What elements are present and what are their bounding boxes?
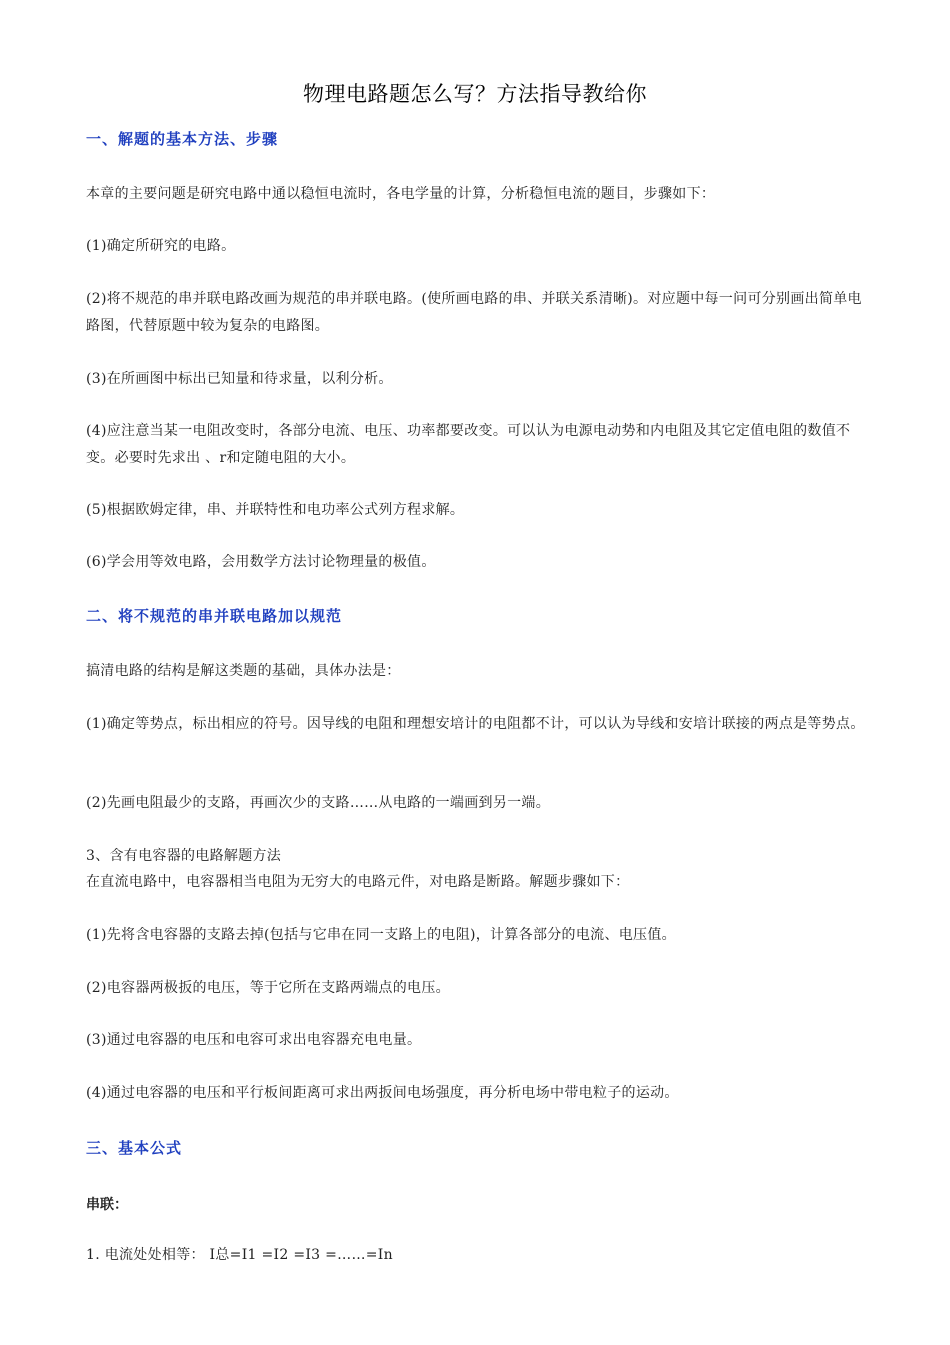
- paragraph: 3、含有电容器的电路解题方法: [86, 848, 282, 864]
- page-title: 物理电路题怎么写？方法指导教给你: [303, 82, 647, 106]
- paragraph: 在直流电路中，电容器相当电阻为无穷大的电路元件，对电路是断路。解题步骤如下：: [86, 874, 630, 890]
- paragraph: (3)通过电容器的电压和电容可求出电容器充电电量。: [86, 1032, 422, 1048]
- paragraph: (1)确定等势点，标出相应的符号。因导线的电阻和理想安培计的电阻都不计，可以认为导线和安培计联接的两点是等势点。: [86, 716, 865, 732]
- paragraph: (5)根据欧姆定律，串、并联特性和电功率公式列方程求解。: [86, 502, 465, 518]
- paragraph: (6)学会用等效电路，会用数学方法讨论物理量的极值。: [86, 554, 436, 570]
- paragraph: (2)电容器两极扳的电压，等于它所在支路两端点的电压。: [86, 980, 450, 996]
- section-heading-2: 二、将不规范的串并联电路加以规范: [86, 607, 343, 625]
- paragraph: (1)确定所研究的电路。: [86, 238, 236, 254]
- paragraph: (1)先将含电容器的支路去掉(包括与它串在同一支路上的电阻)，计算各部分的电流、电压值。: [86, 927, 676, 943]
- paragraph: (2)先画电阻最少的支路，再画次少的支路……从电路的一端画到另一端。: [86, 795, 551, 811]
- paragraph: 本章的主要问题是研究电路中通以稳恒电流时，各电学量的计算，分析稳恒电流的题目，步骤如下：: [86, 186, 716, 202]
- paragraph: (3)在所画图中标出已知量和待求量，以利分析。: [86, 371, 393, 387]
- paragraph: 搞清电路的结构是解这类题的基础，具体办法是：: [86, 663, 401, 679]
- paragraph: 1. 电流处处相等： I总=I1 =I2 =I3 =……=In: [86, 1247, 393, 1263]
- section-heading-1: 一、解题的基本方法、步骤: [86, 130, 279, 148]
- section-heading-3: 三、基本公式: [86, 1139, 183, 1157]
- paragraph: (2)将不规范的串并联电路改画为规范的串并联电路。(使所画电路的串、并联关系清晰)。对应题中每一问可分别画出简单电路图，代替原题中较为复杂的电路图。: [86, 291, 862, 334]
- subheading: 串联：: [86, 1197, 128, 1213]
- paragraph: (4)应注意当某一电阻改变时，各部分电流、电压、功率都要改变。可以认为电源电动势和内电阻及其它定值电阻的数值不变。必要时先求出 、r和定随电阻的大小。: [86, 423, 851, 466]
- paragraph: (4)通过电容器的电压和平行板间距离可求出两扳间电场强度，再分析电场中带电粒子的运动。: [86, 1085, 679, 1101]
